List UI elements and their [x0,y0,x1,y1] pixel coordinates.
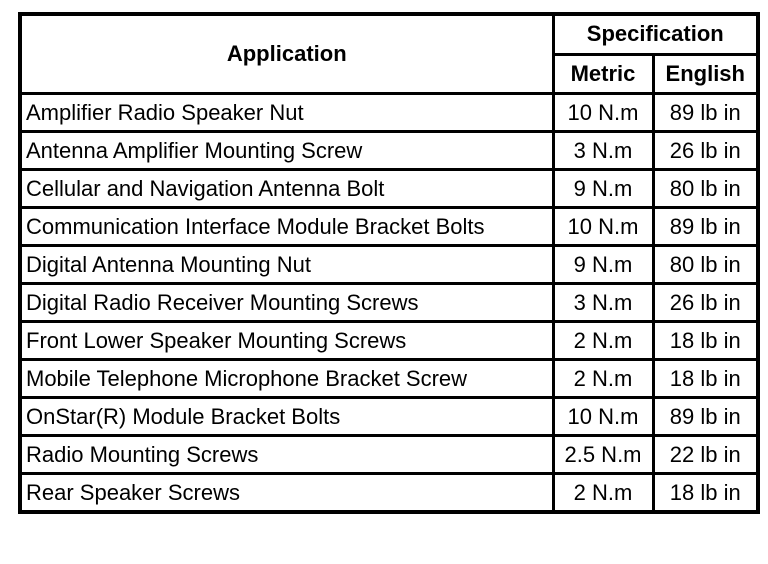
metric-cell: 2 N.m [553,360,653,398]
metric-cell: 3 N.m [553,132,653,170]
table-row [20,360,758,398]
application-cell: Cellular and Navigation Antenna Bolt [20,170,553,208]
metric-cell: 9 N.m [553,170,653,208]
english-header: English [653,54,758,94]
application-cell: Rear Speaker Screws [20,474,553,513]
application-cell: Digital Radio Receiver Mounting Screws [20,284,553,322]
application-cell: Antenna Amplifier Mounting Screw [20,132,553,170]
metric-cell: 2 N.m [553,474,653,513]
application-cell: Communication Interface Module Bracket Bolts [20,208,553,246]
metric-cell: 10 N.m [553,398,653,436]
table-row [20,398,758,436]
english-cell: 80 lb in [653,170,758,208]
metric-cell: 3 N.m [553,284,653,322]
torque-spec-table [18,12,760,514]
table-row [20,284,758,322]
application-cell: Mobile Telephone Microphone Bracket Screw [20,360,553,398]
english-cell: 18 lb in [653,474,758,513]
english-cell: 22 lb in [653,436,758,474]
table-row [20,474,758,513]
table-row [20,132,758,170]
english-cell: 89 lb in [653,398,758,436]
english-cell: 18 lb in [653,322,758,360]
application-cell: OnStar(R) Module Bracket Bolts [20,398,553,436]
metric-header: Metric [553,54,653,94]
table-row [20,322,758,360]
english-cell: 89 lb in [653,94,758,132]
metric-cell: 2 N.m [553,322,653,360]
english-cell: 18 lb in [653,360,758,398]
application-cell: Radio Mounting Screws [20,436,553,474]
application-cell: Digital Antenna Mounting Nut [20,246,553,284]
metric-cell: 10 N.m [553,208,653,246]
header-row [20,14,758,54]
english-cell: 26 lb in [653,284,758,322]
english-cell: 26 lb in [653,132,758,170]
table-row [20,94,758,132]
metric-cell: 10 N.m [553,94,653,132]
specification-header: Specification [553,14,758,54]
application-header: Application [20,14,553,94]
table-row [20,436,758,474]
application-cell: Front Lower Speaker Mounting Screws [20,322,553,360]
english-cell: 89 lb in [653,208,758,246]
table-row [20,208,758,246]
table-row [20,246,758,284]
english-cell: 80 lb in [653,246,758,284]
metric-cell: 9 N.m [553,246,653,284]
application-cell: Amplifier Radio Speaker Nut [20,94,553,132]
table-row [20,170,758,208]
metric-cell: 2.5 N.m [553,436,653,474]
